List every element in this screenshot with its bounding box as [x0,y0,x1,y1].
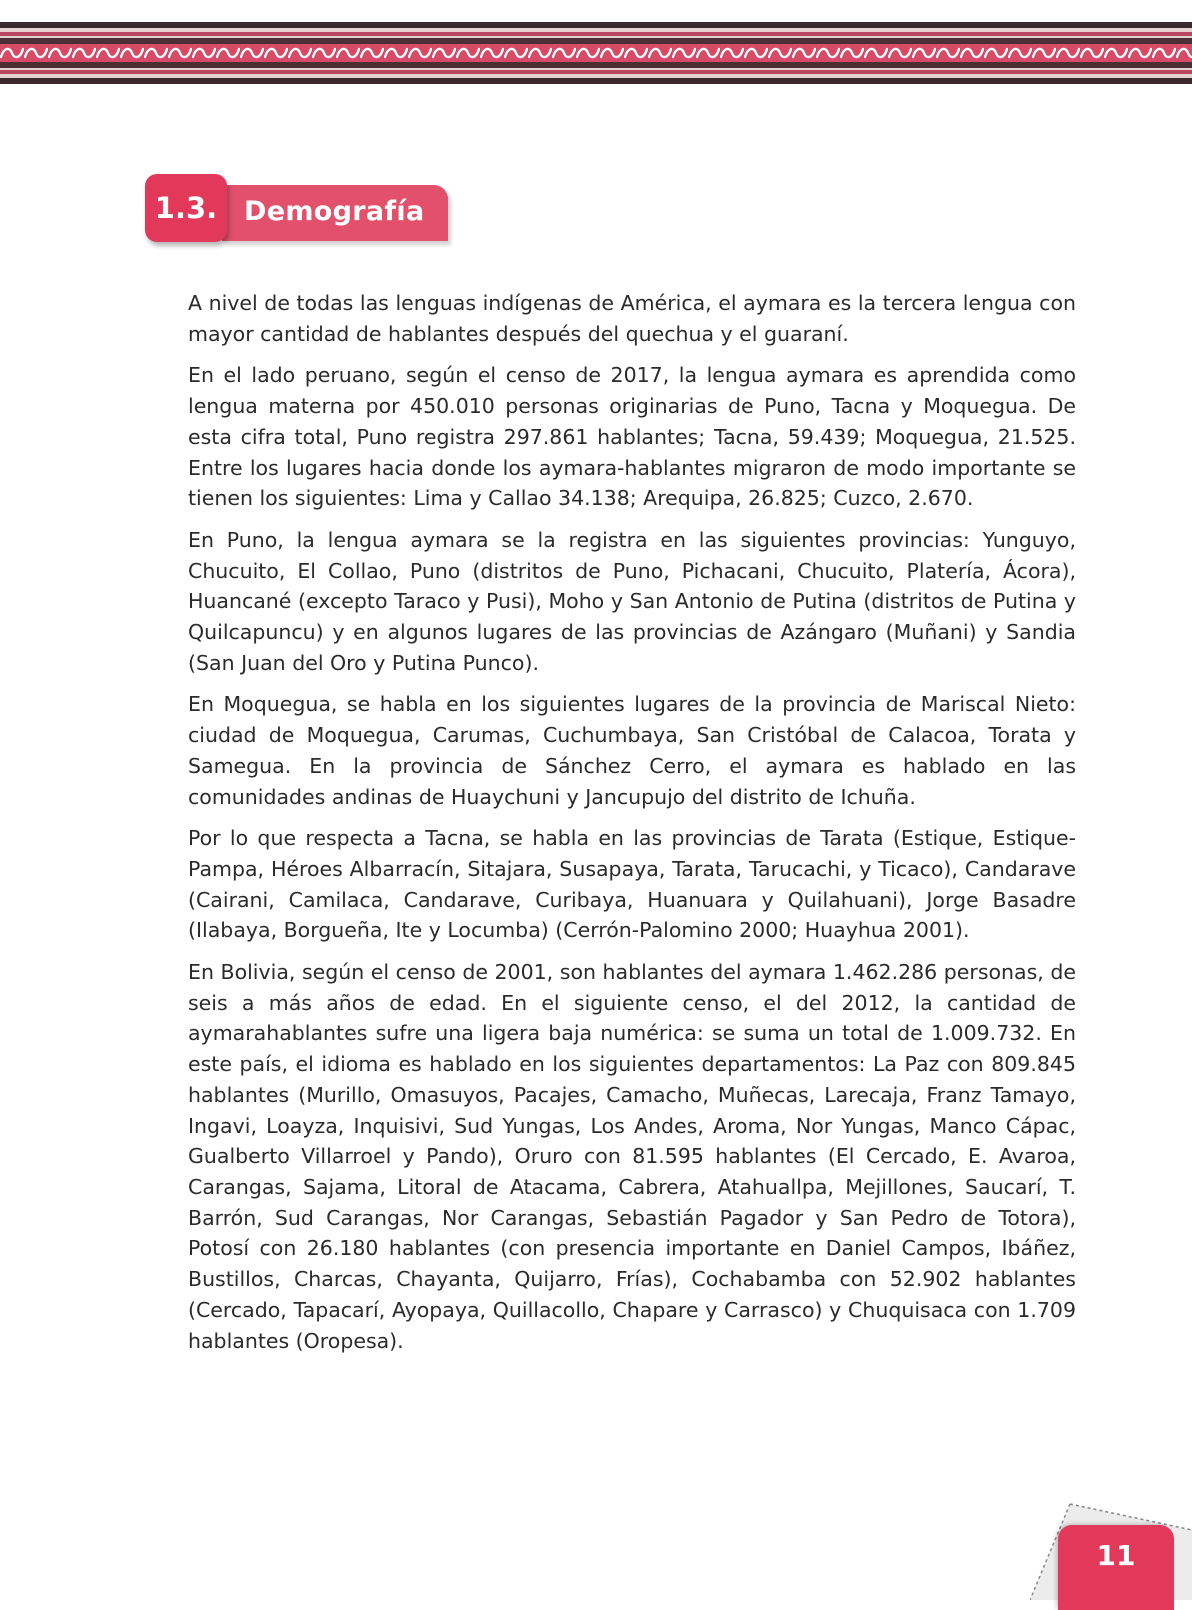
paragraph: A nivel de todas las lenguas indígenas de América, el aymara es la tercera lengua con mayor cantidad de hablantes después del quechua y el guaraní. [188,291,1076,346]
decorative-header-band [0,22,1192,84]
section-title: Demografía [244,196,425,227]
wave-pattern-icon [0,44,1192,62]
paragraph: Por lo que respecta a Tacna, se habla en las provincias de Tarata (Estique, Estique-Pampa, Héroes Albarracín, Sitajara, Susapaya, Tarata, Tarucachi, y Ticaco), Candarave (Cairani, Camilaca, Candarave, Curibaya, Huanuara y Quilahuani), Jorge Basadre (Ilabaya, Borgueña, Ite y Locumba) (Cerrón-Palomino 2000; Huayhua 2001). [188,826,1076,943]
paragraph: En Puno, la lengua aymara se la registra en las siguientes provincias: Yunguyo, Chucuito, El Collao, Puno (distritos de Puno, Pichacani, Chucuito, Platería, Ácora), Huancané (excepto Taraco y Pusi), Moho y San Antonio de Putina (distritos de Putina y Quilcapuncu) y en algunos lugares de las provincias de Azángaro (Muñani) y Sandia (San Juan del Oro y Putina Punco). [188,527,1076,675]
page-number: 11 [1058,1525,1174,1610]
paragraph: En el lado peruano, según el censo de 2017, la lengua aymara es aprendida como lengua materna por 450.010 personas originarias de Puno, Tacna y Moquegua. De esta cifra total, Puno registra 297.861 hablantes; Tacna, 59.439; Moquegua, 21.525. Entre los lugares hacia donde los aymara-hablantes migraron de modo importante se tienen los siguientes: Lima y Callao 34.138; Arequipa, 26.825; Cuzco, 2.670. [188,363,1076,511]
paragraph: En Moquegua, se habla en los siguientes lugares de la provincia de Mariscal Nieto: ciudad de Moquegua, Carumas, Cuchumbaya, San Cristóbal de Calacoa, Torata y Samegua. En la provincia de Sánchez Cerro, el aymara es hablado en las comunidades andinas de Huaychuni y Jancupujo del distrito de Ichuña. [188,692,1076,809]
paragraph: En Bolivia, según el censo de 2001, son hablantes del aymara 1.462.286 personas, de seis a más años de edad. En el siguiente censo, el del 2012, la cantidad de aymarahablantes sufre una ligera baja numérica: se suma un total de 1.009.732. En este país, el idioma es hablado en los siguientes departamentos: La Paz con 809.845 hablantes (Murillo, Omasuyos, Pacajes, Camacho, Muñecas, Larecaja, Franz Tamayo, Ingavi, Loayza, Inquisivi, Sud Yungas, Los Andes, Aroma, Nor Yungas, Manco Cápac, Gualberto Villarroel y Pando), Oruro con 81.595 hablantes (El Cercado, E. Avaroa, Carangas, Sajama, Litoral de Atacama, Cabrera, Atahuallpa, Mejillones, Saucarí, T. Barrón, Sud Carangas, Nor Carangas, Sebastián Pagador y San Pedro de Totora), Potosí con 26.180 hablantes (con presencia importante en Daniel Campos, Ibáñez, Bustillos, Charcas, Chayanta, Quijarro, Frías), Cochabamba con 52.902 hablantes (Cercado, Tapacarí, Ayopaya, Quillacollo, Chapare y Carrasco) y Chuquisaca con 1.709 hablantes (Oropesa). [188,960,1076,1353]
body-text [188,288,1076,1367]
section-number-badge: 1.3. [145,174,227,242]
